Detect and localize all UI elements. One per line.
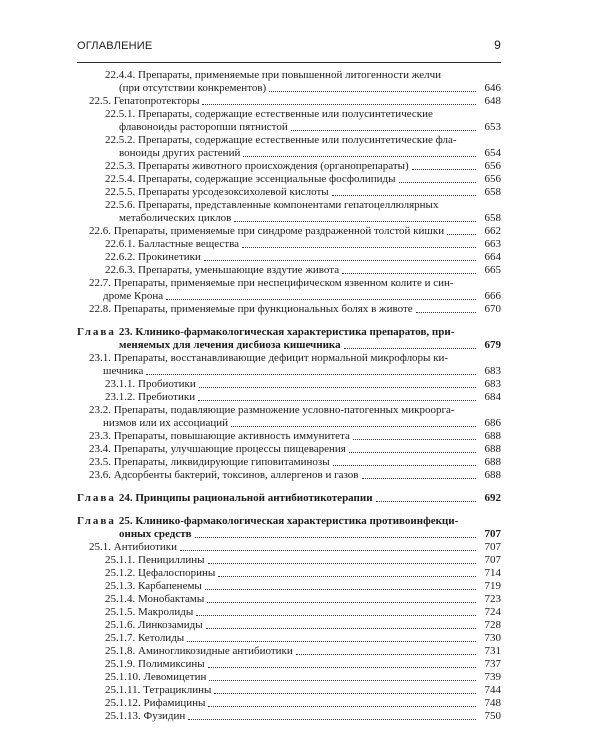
entry-title: 25.1.1. Пенициллины	[105, 554, 205, 566]
chapter-label: Глава	[77, 515, 116, 527]
entry-title: 25.1.8. Аминогликозидные антибиотики	[105, 645, 293, 657]
entry-page-number: 646	[484, 82, 501, 94]
dot-leader	[242, 247, 476, 248]
entry-title: 23.1. Препараты, восстанавливающие дефицит нормальной микрофлоры ки-	[89, 352, 449, 364]
dot-leader	[344, 348, 476, 349]
entry-title: 22.5.6. Препараты, представленные компонентами гепатоцеллюлярных	[105, 199, 439, 211]
entry-title: низмов или их ассоциаций	[103, 417, 228, 429]
entry-title: меняемых для лечения дисбиоза кишечника	[119, 339, 341, 351]
entry-title: 22.6. Препараты, применяемые при синдроме раздраженной толстой кишки	[89, 225, 445, 237]
entry-page-number: 748	[484, 697, 501, 709]
entry-title: 22.5.1. Препараты, содержащие естественные или полусинтетические	[105, 108, 433, 120]
toc-entry[interactable]	[77, 238, 501, 251]
entry-page-number: 688	[484, 456, 501, 468]
entry-title: 22.8. Препараты, применяемые при функциональных болях в животе	[89, 303, 413, 315]
dot-leader	[202, 104, 476, 105]
toc-entry[interactable]	[77, 277, 501, 303]
toc-entry[interactable]	[77, 554, 501, 567]
toc-entry[interactable]	[77, 619, 501, 632]
entry-title: метаболических циклов	[119, 212, 232, 224]
dot-leader	[205, 589, 476, 590]
dot-leader	[447, 234, 476, 235]
entry-title: 25.1.10. Левомицетин	[105, 671, 207, 683]
entry-page-number: 648	[484, 95, 501, 107]
entry-page-number: 724	[484, 606, 501, 618]
entry-page-number: 666	[484, 290, 501, 302]
entry-page-number: 656	[484, 173, 501, 185]
dot-leader	[198, 400, 476, 401]
dot-leader	[234, 221, 476, 222]
dot-leader	[214, 693, 476, 694]
dot-leader	[196, 615, 476, 616]
toc-entry[interactable]	[77, 225, 501, 238]
entry-title: 25.1.5. Макролиды	[105, 606, 194, 618]
dot-leader	[208, 563, 476, 564]
entry-page-number: 731	[484, 645, 501, 657]
dot-leader	[349, 452, 476, 453]
entry-title: 25.1.6. Линкозамиды	[105, 619, 203, 631]
toc-entry[interactable]	[77, 469, 501, 482]
toc-entry[interactable]	[77, 108, 501, 134]
entry-title: 23.6. Адсорбенты бактерий, токсинов, аллергенов и газов	[89, 469, 359, 481]
toc-entry[interactable]	[77, 593, 501, 606]
entry-title: 23.4. Препараты, улучшающие процессы пищеварения	[89, 443, 346, 455]
entry-title: 23.5. Препараты, ликвидирующие гиповитаминозы	[89, 456, 330, 468]
entry-title: 22.6.2. Прокинетики	[105, 251, 201, 263]
toc-entry[interactable]	[77, 606, 501, 619]
toc-entry[interactable]	[77, 264, 501, 277]
entry-title: дроме Крона	[103, 290, 164, 302]
entry-page-number: 653	[484, 121, 501, 133]
entry-page-number: 737	[484, 658, 501, 670]
toc-entry[interactable]	[77, 378, 501, 391]
toc-entry[interactable]	[77, 173, 501, 186]
entry-page-number: 728	[484, 619, 501, 631]
entry-title: 22.5.5. Препараты урсодезоксихолевой кислоты	[105, 186, 329, 198]
dot-leader	[206, 628, 476, 629]
entry-page-number: 688	[484, 430, 501, 442]
toc-entry[interactable]	[77, 443, 501, 456]
entry-page-number: 686	[484, 417, 501, 429]
entry-title: 23. Клинико-фармакологическая характеристика препаратов, при-	[118, 326, 455, 338]
dot-leader	[399, 182, 476, 183]
entry-page-number: 679	[484, 339, 501, 351]
entry-page-number: 730	[484, 632, 501, 644]
entry-page-number: 750	[484, 710, 501, 722]
entry-title: шечника	[103, 365, 144, 377]
entry-page-number: 663	[484, 238, 501, 250]
entry-page-number: 714	[484, 567, 501, 579]
dot-leader	[333, 465, 476, 466]
toc-entry[interactable]	[77, 352, 501, 378]
dot-leader	[416, 312, 476, 313]
entry-page-number: 662	[484, 225, 501, 237]
entry-page-number: 739	[484, 671, 501, 683]
toc-entry[interactable]	[77, 95, 501, 108]
toc-entry[interactable]	[77, 684, 501, 697]
toc-entry[interactable]	[77, 456, 501, 469]
entry-title: 22.6.3. Препараты, уменьшающие вздутие живота	[105, 264, 340, 276]
entry-page-number: 719	[484, 580, 501, 592]
entry-title: онных средств	[119, 528, 192, 540]
entry-title: 23.3. Препараты, повышающие активность иммунитета	[89, 430, 350, 442]
entry-page-number: 656	[484, 160, 501, 172]
page-number: 9	[494, 38, 501, 52]
entry-title: 25.1.11. Тетрациклины	[105, 684, 212, 696]
dot-leader	[269, 91, 476, 92]
entry-page-number: 744	[484, 684, 501, 696]
entry-page-number: 670	[484, 303, 501, 315]
dot-leader	[187, 641, 476, 642]
dot-leader	[199, 387, 476, 388]
entry-title: 25.1.2. Цефалоспорины	[105, 567, 216, 579]
header-title: ОГЛАВЛЕНИЕ	[77, 40, 153, 52]
entry-title: 22.5.4. Препараты, содержащие эссенциальные фосфолипиды	[105, 173, 396, 185]
toc-chapter-entry[interactable]	[77, 326, 501, 352]
entry-title: 22.5.2. Препараты, содержащие естественные или полусинтетические фла-	[105, 134, 457, 146]
toc-entry[interactable]	[77, 251, 501, 264]
entry-page-number: 688	[484, 443, 501, 455]
toc-entry[interactable]	[77, 567, 501, 580]
entry-title: 22.7. Препараты, применяемые при неспецифическом язвенном колите и син-	[89, 277, 454, 289]
toc-entry[interactable]	[77, 710, 501, 723]
header-rule	[77, 62, 501, 63]
dot-leader	[353, 439, 476, 440]
dot-leader	[180, 550, 476, 551]
entry-title: 25.1.3. Карбапенемы	[105, 580, 202, 592]
chapter-spacer	[77, 316, 501, 326]
toc-entry[interactable]	[77, 391, 501, 404]
toc-entry[interactable]	[77, 134, 501, 160]
entry-title: воноиды других растений	[119, 147, 241, 159]
dot-leader	[208, 667, 476, 668]
dot-leader	[146, 374, 476, 375]
entry-page-number: 658	[484, 186, 501, 198]
entry-page-number: 654	[484, 147, 501, 159]
entry-title: (при отсутствии конкрементов)	[119, 82, 267, 94]
toc-entry[interactable]	[77, 160, 501, 173]
toc-entry[interactable]	[77, 430, 501, 443]
dot-leader	[188, 719, 476, 720]
entry-page-number: 683	[484, 378, 501, 390]
entry-title: 23.1.1. Пробиотики	[105, 378, 196, 390]
dot-leader	[207, 602, 476, 603]
toc-entry[interactable]	[77, 303, 501, 316]
entry-title: 22.4.4. Препараты, применяемые при повышенной литогенности желчи	[105, 69, 441, 81]
toc-chapter-entry[interactable]	[77, 492, 501, 505]
table-of-contents	[77, 69, 501, 723]
chapter-label: Глава	[77, 492, 116, 504]
chapter-spacer	[77, 505, 501, 515]
chapter-label: Глава	[77, 326, 116, 338]
entry-title: 25.1.13. Фузидин	[105, 710, 186, 722]
dot-leader	[209, 680, 476, 681]
toc-entry[interactable]	[77, 541, 501, 554]
entry-title: 25.1.7. Кетолиды	[105, 632, 185, 644]
toc-entry[interactable]	[77, 580, 501, 593]
entry-title: 25.1. Антибиотики	[89, 541, 178, 553]
entry-page-number: 665	[484, 264, 501, 276]
entry-page-number: 658	[484, 212, 501, 224]
entry-title: 25. Клинико-фармакологическая характеристика противоинфекци-	[118, 515, 459, 527]
entry-title: 25.1.12. Рифамицины	[105, 697, 206, 709]
toc-entry[interactable]	[77, 69, 501, 95]
entry-title: 25.1.9. Полимиксины	[105, 658, 205, 670]
entry-title: 24. Принципы рациональной антибиотикотерапии	[118, 492, 373, 504]
entry-title: 23.1.2. Пребиотики	[105, 391, 196, 403]
entry-page-number: 692	[484, 492, 501, 504]
dot-leader	[195, 537, 476, 538]
dot-leader	[376, 501, 476, 502]
toc-entry[interactable]	[77, 671, 501, 684]
entry-title: 22.5. Гепатопротекторы	[89, 95, 200, 107]
dot-leader	[231, 426, 476, 427]
entry-page-number: 707	[484, 554, 501, 566]
entry-title: 23.2. Препараты, подавляющие размножение условно-патогенных микроорга-	[89, 404, 455, 416]
entry-page-number: 684	[484, 391, 501, 403]
dot-leader	[218, 576, 476, 577]
toc-chapter-entry[interactable]	[77, 515, 501, 541]
toc-entry[interactable]	[77, 186, 501, 199]
entry-title: 22.6.1. Балластные вещества	[105, 238, 240, 250]
entry-title: 22.5.3. Препараты животного происхождения (органопрепараты)	[105, 160, 409, 172]
dot-leader	[208, 706, 476, 707]
entry-page-number: 683	[484, 365, 501, 377]
entry-page-number: 664	[484, 251, 501, 263]
dot-leader	[342, 273, 476, 274]
dot-leader	[243, 156, 476, 157]
toc-entry[interactable]	[77, 697, 501, 710]
entry-page-number: 688	[484, 469, 501, 481]
entry-title: флавоноиды расторопши пятнистой	[119, 121, 288, 133]
toc-entry[interactable]	[77, 404, 501, 430]
dot-leader	[291, 130, 476, 131]
entry-page-number: 723	[484, 593, 501, 605]
toc-entry[interactable]	[77, 632, 501, 645]
dot-leader	[332, 195, 476, 196]
entry-page-number: 707	[484, 528, 501, 540]
chapter-spacer	[77, 482, 501, 492]
toc-entry[interactable]	[77, 199, 501, 225]
dot-leader	[362, 478, 477, 479]
toc-entry[interactable]	[77, 658, 501, 671]
toc-entry[interactable]	[77, 645, 501, 658]
running-header	[77, 38, 501, 58]
entry-title: 25.1.4. Монобактамы	[105, 593, 205, 605]
dot-leader	[296, 654, 476, 655]
dot-leader	[166, 299, 476, 300]
dot-leader	[412, 169, 476, 170]
dot-leader	[204, 260, 476, 261]
entry-page-number: 707	[484, 541, 501, 553]
